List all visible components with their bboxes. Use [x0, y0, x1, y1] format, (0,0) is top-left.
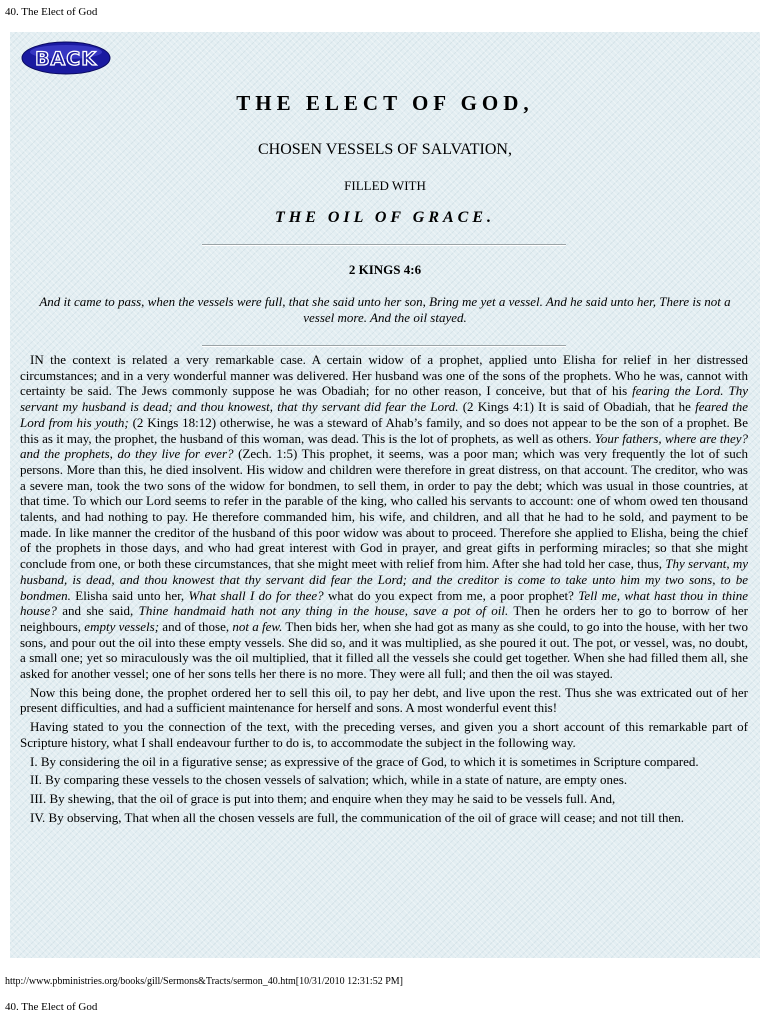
text-run: Elisha said unto her, — [70, 587, 189, 603]
italic-quote: Thine handmaid hath not any thing in the house, save a pot of oil. — [138, 603, 509, 619]
text-run: (2 Kings 18:12) otherwise, he was a steward of Ahab’s family, and so does not appear to be the son of a prophet. Be this as it may, the prophet, the husband of this woman, was dead. This is the lot of prophets, as well as others. — [20, 414, 749, 446]
text-run: and she said, — [56, 603, 139, 619]
text-run: (Zech. 1:5) This prophet, it seems, was a poor man; which was very frequently the lot of such persons. More than this, he died insolvent. His widow and children were therefore in great distress, on that account. The creditor, who was a severe man, took the two sons of the widow for bondmen, to sell them, in order to pay the debt; which was usual in those countries, at that time. To which our Lord seems to refer in the parable of the king, who called his servants to account: one of whom owed ten thousand talents, and had nothing to pay. He therefore commanded him, his wife, and children, and all that he had to he sold, and payment to be made. In like manner the creditor of the husband of this poor widow was about to proceed. Therefore she applied to Elisha, being the chief of the prophets in those days, and who had great interest with God in prayer, and great gifts in performing miracles; so that she might conclude from one, or both these circumstances, that she might meet with relief from him. After she had told her case, thus, — [20, 446, 748, 572]
outline-point-1: I. By considering the oil in a figurative sense; as expressive of the grace of God, to which it is sometimes in Scripture compared. — [30, 753, 699, 769]
divider-top — [202, 244, 566, 246]
text-run: what do you expect from me, a poor prophet? — [323, 587, 579, 603]
italic-quote: Your fathers, where are they? and the prophets, do they live for ever? — [20, 430, 748, 462]
outline-point-2: II. By comparing these vessels to the chosen vessels of salvation; which, while in a state of nature, are empty ones. — [30, 772, 628, 788]
paragraph-context — [20, 352, 748, 682]
back-button-label: BACK — [35, 48, 97, 70]
italic-quote: feared the Lord from his youth; — [20, 399, 749, 430]
page-title: THE ELECT OF GOD, — [236, 91, 534, 115]
italic-quote: not a few. — [232, 618, 283, 634]
italic-quote: What shall I do for thee? — [188, 587, 324, 603]
outline-point-3: III. By shewing, that the oil of grace is put into them; and enquire when they may he said to be vessels full. And, — [30, 790, 616, 806]
scripture-reference: 2 KINGS 4:6 — [348, 262, 422, 277]
filled-with-line: FILLED WITH — [344, 178, 426, 193]
text-run: (2 Kings 4:1) It is said of Obadiah, that he — [458, 399, 696, 415]
back-button[interactable] — [20, 40, 112, 76]
text-run: IN the context is related a very remarkable case. A certain widow of a prophet, applied unto Elisha for relief in her distressed circumstances; and in a very wonderful manner was delivered. Her husband was one of the sons of the prophets. Who he was, cannot with certainty be said. The Jews commonly suppose he was Obadiah; for no other reason, I conceive, but that of his — [20, 352, 748, 399]
italic-quote: fearing the Lord. Thy servant my husband is dead; and thou knowest, that thy servant did fear the Lord. — [20, 383, 748, 415]
italic-quote: Tell me, what hast thou in thine house? — [20, 587, 748, 619]
italic-quote: empty vessels; — [84, 618, 160, 634]
text-run: Then he orders her to go to borrow of her neighbours, — [20, 603, 748, 634]
page-subtitle: CHOSEN VESSELS OF SALVATION, — [258, 141, 512, 158]
paragraph-plan: Having stated to you the connection of the text, with the preceding verses, and given you a short account of this remarkable part of Scripture history, what I shall endeavour further to do is, to accommodate the subject in the following way. — [20, 719, 748, 750]
text-run: and of those, — [159, 618, 233, 634]
outline-point-4: IV. By observing, That when all the chosen vessels are full, the communication of the oil of grace will cease; and not till then. — [30, 809, 685, 825]
print-footer-title: 40. The Elect of God — [5, 1001, 98, 1013]
print-footer-url: http://www.pbministries.org/books/gill/Sermons&Tracts/sermon_40.htm[10/31/2010 12:31:52 PM] — [5, 976, 403, 987]
print-header: 40. The Elect of God — [5, 6, 98, 18]
italic-quote: Thy servant, my husband, is dead, and thou knowest that thy servant did fear the Lord; and the creditor is come to take unto him my two sons, to be bondmen. — [20, 556, 748, 603]
sermon-body — [20, 352, 748, 828]
text-run: Then bids her, when she had got as many as she could, to go into the house, with her two sons, and pour out the oil into these empty vessels. She did so, and it was multiplied, as she poured it out. The pot, or vessel, was, no doubt, a small one; yet so miraculously was the oil multiplied, that it filled all the vessels she could get together. When she had filled them all, she asked for another vessel; one of her sons tells her there is no more. They were all full; and then the oil was stayed. — [20, 618, 749, 682]
scripture-verse: And it came to pass, when the vessels were full, that she said unto her son, Bring me yet a vessel. And he said unto her, There is not a vessel more. And the oil stayed. — [39, 294, 731, 325]
paragraph-outcome: Now this being done, the prophet ordered her to sell this oil, to pay her debt, and live upon the rest. Thus she was extricated out of her present difficulties, and had a sufficient maintenance for herself and sons. A most wonderful event this! — [20, 684, 748, 716]
divider-bottom — [202, 345, 566, 347]
oil-of-grace-heading: THE OIL OF GRACE. — [274, 209, 496, 226]
page-content — [10, 32, 760, 958]
